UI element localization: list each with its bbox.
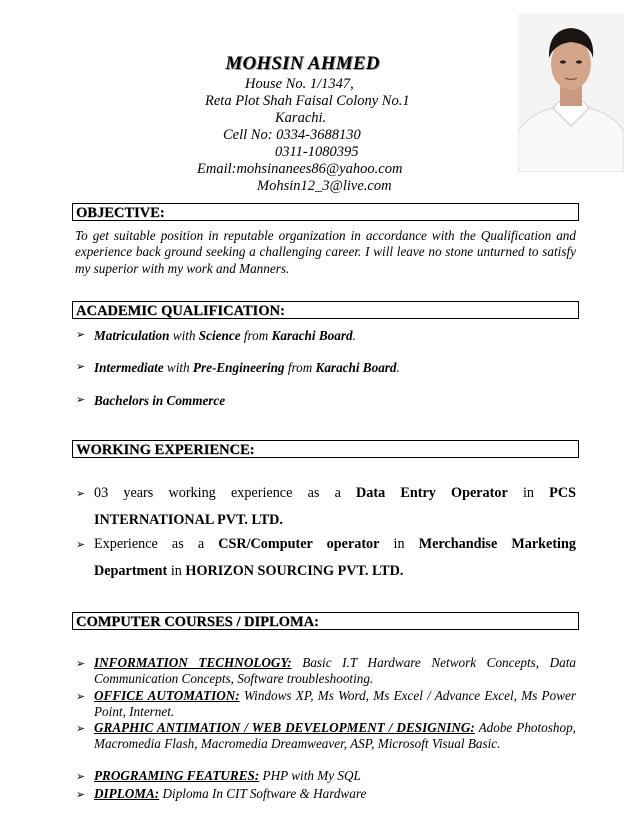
objective-text: To get suitable position in reputable organization in accordance with the Qualification and experience back ground seeking a challenging career. I will leave no stone unturned to satisfy my superior with my work and Manners.	[75, 228, 576, 276]
objective-heading: OBJECTIVE:	[72, 203, 579, 221]
arrow-bullet-icon: ➢	[76, 361, 86, 373]
email-1: Email:mohsinanees86@yahoo.com	[197, 161, 403, 177]
arrow-bullet-icon: ➢	[76, 691, 86, 703]
arrow-bullet-icon: ➢	[76, 789, 86, 801]
profile-photo	[518, 14, 624, 172]
academic-heading: ACADEMIC QUALIFICATION:	[72, 301, 579, 319]
candidate-name: MOHSIN AHMED	[225, 53, 380, 74]
address-city: Karachi.	[275, 110, 327, 126]
arrow-bullet-icon: ➢	[76, 723, 86, 735]
address-line-2: Reta Plot Shah Faisal Colony No.1	[205, 93, 410, 109]
email-2: Mohsin12_3@live.com	[257, 178, 392, 194]
cell-number-2: 0311-1080395	[275, 144, 359, 160]
experience-heading: WORKING EXPERIENCE:	[72, 440, 579, 458]
courses-heading: COMPUTER COURSES / DIPLOMA:	[72, 612, 579, 630]
cell-number: Cell No: 0334-3688130	[223, 127, 361, 143]
arrow-bullet-icon: ➢	[76, 488, 86, 500]
arrow-bullet-icon: ➢	[76, 394, 86, 406]
arrow-bullet-icon: ➢	[76, 771, 86, 783]
arrow-bullet-icon: ➢	[76, 539, 86, 551]
address-line-1: House No. 1/1347,	[245, 76, 354, 92]
arrow-bullet-icon: ➢	[76, 329, 86, 341]
arrow-bullet-icon: ➢	[76, 658, 86, 670]
